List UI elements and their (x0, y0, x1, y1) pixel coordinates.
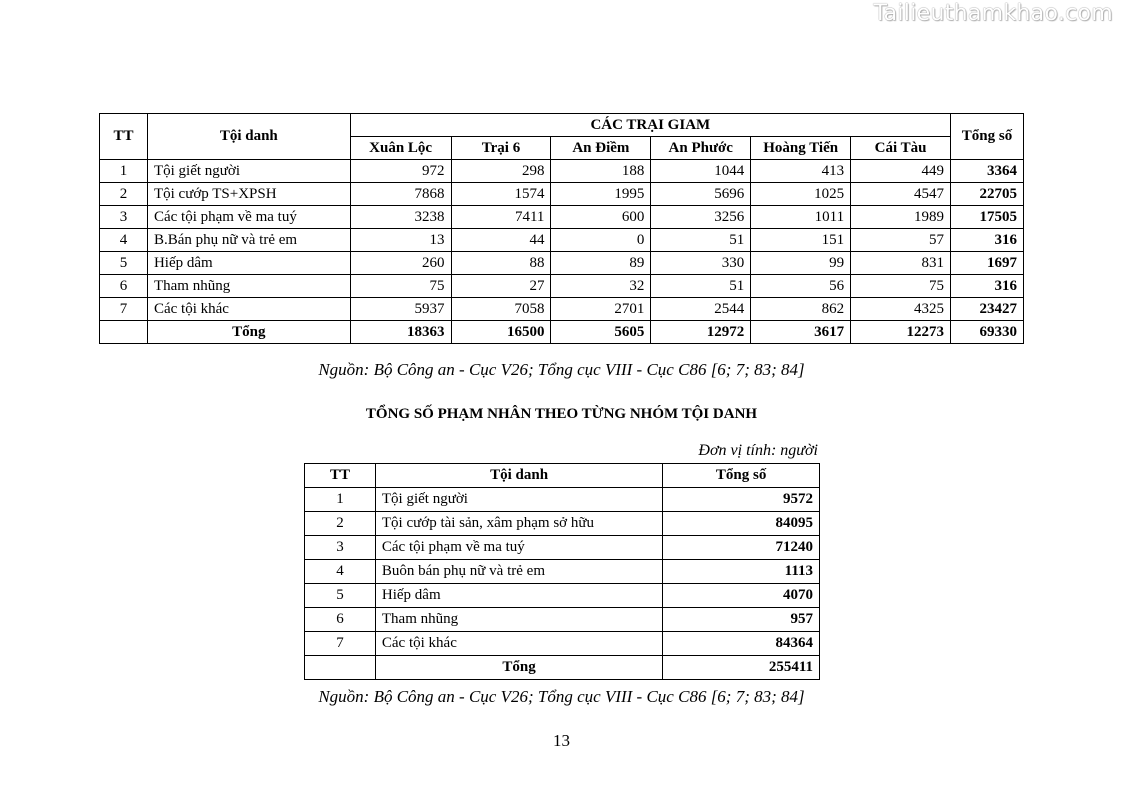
total-row (305, 656, 820, 680)
column-header-total: Tổng số (950, 114, 1023, 160)
row-number: 4 (305, 560, 376, 584)
table-row (100, 252, 1024, 275)
camp-count: 3238 (350, 206, 451, 229)
table-row (100, 206, 1024, 229)
column-header-camp: Trại 6 (451, 137, 551, 160)
camp-count: 44 (451, 229, 551, 252)
row-total: 9572 (663, 488, 820, 512)
table-row (100, 160, 1024, 183)
grand-total: 69330 (950, 321, 1023, 344)
crime-name: Tội giết người (147, 160, 350, 183)
camp-count: 89 (551, 252, 651, 275)
row-total: 4070 (663, 584, 820, 608)
row-number: 3 (100, 206, 148, 229)
camp-count: 1989 (851, 206, 951, 229)
column-header-tt: TT (100, 114, 148, 160)
crime-name: Tội giết người (375, 488, 662, 512)
total-label: Tổng (147, 321, 350, 344)
camp-total: 16500 (451, 321, 551, 344)
camp-total: 18363 (350, 321, 451, 344)
row-number: 1 (305, 488, 376, 512)
camp-count: 1011 (751, 206, 851, 229)
camp-count: 188 (551, 160, 651, 183)
table-header-row (100, 114, 1024, 137)
column-header-crime: Tội danh (147, 114, 350, 160)
row-total: 23427 (950, 298, 1023, 321)
camp-count: 2544 (651, 298, 751, 321)
camp-count: 75 (350, 275, 451, 298)
camp-count: 413 (751, 160, 851, 183)
camp-count: 4325 (851, 298, 951, 321)
source-citation: Nguồn: Bộ Công an - Cục V26; Tổng cục VIII - Cục C86 [6; 7; 83; 84] (318, 360, 805, 379)
table-title: TỔNG SỐ PHẠM NHÂN THEO TỪNG NHÓM TỘI DANH (365, 406, 758, 422)
table-row (305, 488, 820, 512)
column-header-camp: An Phước (651, 137, 751, 160)
crime-name: Buôn bán phụ nữ và trẻ em (375, 560, 662, 584)
row-total: 3364 (950, 160, 1023, 183)
crime-name: Các tội khác (375, 632, 662, 656)
camp-count: 32 (551, 275, 651, 298)
table-row (305, 512, 820, 536)
row-total: 316 (950, 275, 1023, 298)
prison-crime-table (99, 113, 1024, 344)
camp-count: 5696 (651, 183, 751, 206)
row-number: 4 (100, 229, 148, 252)
camp-count: 57 (851, 229, 951, 252)
camp-count: 5937 (350, 298, 451, 321)
total-label: Tổng (375, 656, 662, 680)
crime-name: Các tội phạm về ma tuý (147, 206, 350, 229)
row-number: 7 (305, 632, 376, 656)
table-row (100, 183, 1024, 206)
camp-count: 88 (451, 252, 551, 275)
crime-name: Các tội phạm về ma tuý (375, 536, 662, 560)
camp-count: 75 (851, 275, 951, 298)
row-total: 22705 (950, 183, 1023, 206)
camp-count: 260 (350, 252, 451, 275)
column-header-camp: Cái Tàu (851, 137, 951, 160)
camp-count: 99 (751, 252, 851, 275)
camp-count: 298 (451, 160, 551, 183)
empty-cell (305, 656, 376, 680)
crime-name: B.Bán phụ nữ và trẻ em (147, 229, 350, 252)
crime-name: Tham nhũng (147, 275, 350, 298)
crime-name: Tham nhũng (375, 608, 662, 632)
camp-count: 27 (451, 275, 551, 298)
row-number: 5 (305, 584, 376, 608)
camp-count: 972 (350, 160, 451, 183)
table-row (305, 632, 820, 656)
row-number: 6 (100, 275, 148, 298)
row-total: 71240 (663, 536, 820, 560)
table-header-row (305, 464, 820, 488)
crime-name: Hiếp dâm (147, 252, 350, 275)
crime-name: Tội cướp TS+XPSH (147, 183, 350, 206)
camp-count: 56 (751, 275, 851, 298)
table-row (305, 536, 820, 560)
camp-total: 12972 (651, 321, 751, 344)
watermark: Tailieuthamkhao.com (873, 1, 1113, 26)
camp-count: 51 (651, 275, 751, 298)
source-citation: Nguồn: Bộ Công an - Cục V26; Tổng cục VIII - Cục C86 [6; 7; 83; 84] (318, 687, 805, 706)
column-header-total: Tổng số (663, 464, 820, 488)
row-number: 1 (100, 160, 148, 183)
camp-count: 831 (851, 252, 951, 275)
camp-count: 51 (651, 229, 751, 252)
row-total: 316 (950, 229, 1023, 252)
table-row (100, 229, 1024, 252)
crime-name: Các tội khác (147, 298, 350, 321)
column-header-crime: Tội danh (375, 464, 662, 488)
total-row (100, 321, 1024, 344)
crime-name: Tội cướp tài sản, xâm phạm sở hữu (375, 512, 662, 536)
camp-count: 600 (551, 206, 651, 229)
camp-count: 13 (350, 229, 451, 252)
camp-total: 5605 (551, 321, 651, 344)
camp-count: 7411 (451, 206, 551, 229)
camp-count: 7868 (350, 183, 451, 206)
row-number: 2 (100, 183, 148, 206)
row-number: 7 (100, 298, 148, 321)
column-header-camp: An Điềm (551, 137, 651, 160)
row-number: 3 (305, 536, 376, 560)
camp-count: 2701 (551, 298, 651, 321)
unit-note: Đơn vị tính: người (698, 442, 818, 459)
camp-count: 4547 (851, 183, 951, 206)
row-total: 84364 (663, 632, 820, 656)
table-row (100, 275, 1024, 298)
crime-group-total-table (304, 463, 820, 680)
camp-count: 3256 (651, 206, 751, 229)
table-row (305, 560, 820, 584)
column-group-header-camps: CÁC TRẠI GIAM (350, 114, 950, 137)
empty-cell (100, 321, 148, 344)
camp-count: 1044 (651, 160, 751, 183)
row-total: 84095 (663, 512, 820, 536)
column-header-camp: Hoàng Tiến (751, 137, 851, 160)
row-total: 1113 (663, 560, 820, 584)
camp-count: 330 (651, 252, 751, 275)
grand-total: 255411 (663, 656, 820, 680)
camp-count: 449 (851, 160, 951, 183)
camp-count: 7058 (451, 298, 551, 321)
camp-count: 1574 (451, 183, 551, 206)
camp-count: 862 (751, 298, 851, 321)
camp-total: 3617 (751, 321, 851, 344)
row-total: 1697 (950, 252, 1023, 275)
row-total: 17505 (950, 206, 1023, 229)
table-row (305, 584, 820, 608)
row-number: 5 (100, 252, 148, 275)
crime-name: Hiếp dâm (375, 584, 662, 608)
table-row (305, 608, 820, 632)
camp-count: 1025 (751, 183, 851, 206)
column-header-tt: TT (305, 464, 376, 488)
page-number: 13 (553, 731, 570, 750)
camp-total: 12273 (851, 321, 951, 344)
camp-count: 1995 (551, 183, 651, 206)
table-row (100, 298, 1024, 321)
row-number: 2 (305, 512, 376, 536)
row-total: 957 (663, 608, 820, 632)
column-header-camp: Xuân Lộc (350, 137, 451, 160)
camp-count: 151 (751, 229, 851, 252)
camp-count: 0 (551, 229, 651, 252)
row-number: 6 (305, 608, 376, 632)
